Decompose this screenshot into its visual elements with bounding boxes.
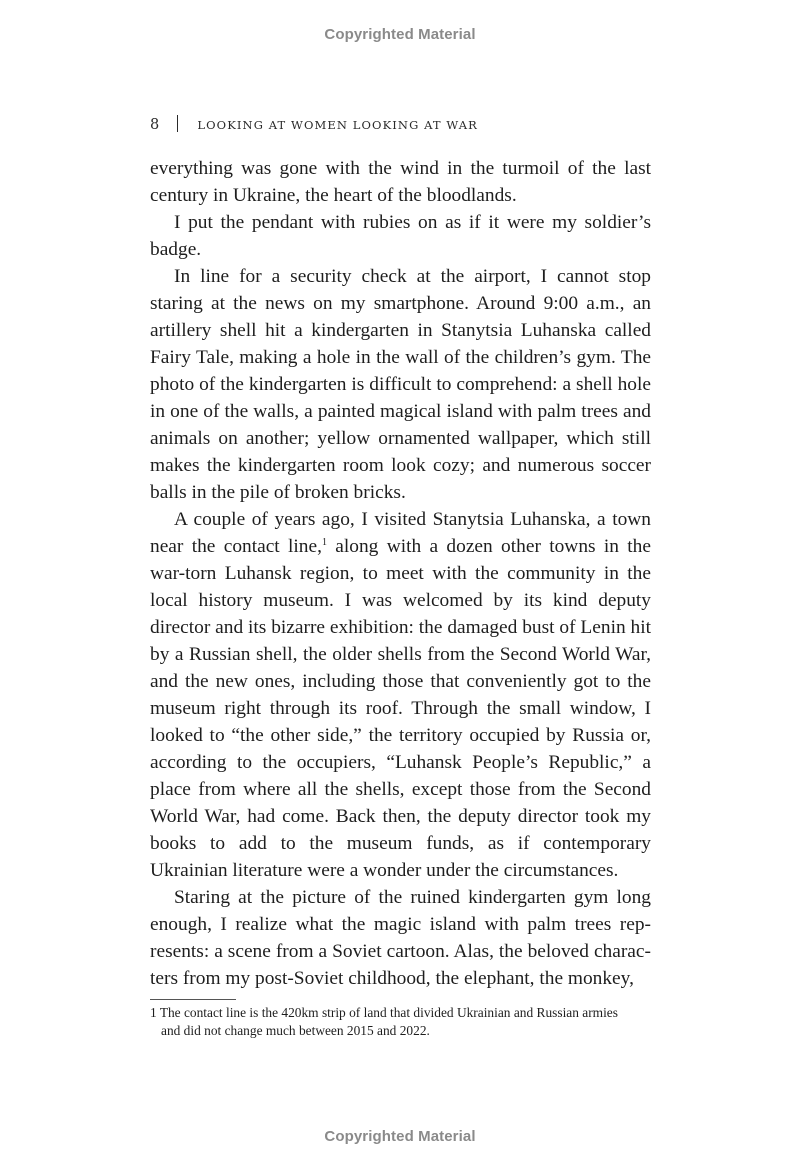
paragraph: [150, 884, 651, 992]
footnote: [150, 1004, 652, 1040]
paragraph: [150, 263, 651, 506]
paragraph-text: In line for a security check at the airport, I cannot stop staring at the news on my smartphone. Around 9:00 a.m., an artillery shell hit a kindergarten in Stanytsia Luhanska called Fairy Tale, making a hole in the wall of the children’s gym. The photo of the kindergarten is difficult to comprehend: a shell hole in one of the walls, a painted magical island with palm trees and animals on another; yellow ornamented wallpaper, which still makes the kindergarten room look cozy; and numerous soccer balls in the pile of broken bricks.: [150, 266, 651, 503]
body-text: [150, 155, 651, 992]
footnote-text: The contact line is the 420km strip of land that divided Ukrainian and Russian armies: [159, 1005, 618, 1020]
book-title: LOOKING AT WOMEN LOOKING AT WAR: [197, 118, 478, 132]
paragraph-text: along with a dozen other towns in the war-torn Luhansk region, to meet with the community in the local history museum. I was welcomed by its kind deputy director and its bizarre exhibition: the damaged bust of Lenin hit by a Russian shell, the older shells from the Second World War, and the new ones, including those that conveniently got to the museum right through its roof. Through the small window, I looked to “the other side,” the territory occupied by Russia or, according to the occupiers, “Luhansk People’s Republic,” a place from where all the shells, except those from the Second World War, had come. Back then, the deputy director took my books to add to the museum funds, as if contemporary Ukrainian literature were a wonder under the circumstances.: [150, 536, 651, 881]
paragraph-text: A couple of years ago, I visited Stanytsia Luhanska, a town near the contact line,: [150, 509, 651, 557]
paragraph-text: I put the pendant with rubies on as if it were my soldier’s badge.: [150, 212, 651, 260]
paragraph: [150, 209, 651, 263]
footnote-number: 1: [150, 1005, 157, 1020]
footnote-text: and did not change much between 2015 and 2022.: [161, 1023, 430, 1038]
footnote-line: [150, 1022, 652, 1040]
footnote-reference[interactable]: 1: [321, 537, 327, 548]
paragraph-text: Staring at the picture of the ruined kindergarten gym long enough, I realize what the magic island with palm trees represents: a scene from a Soviet cartoon. Alas, the beloved characters from my post-Soviet childhood, the elephant, the monkey,: [150, 887, 651, 989]
running-head: [150, 112, 650, 133]
header-divider: [177, 115, 178, 132]
page-number: 8: [150, 117, 160, 133]
copyright-watermark-top: Copyrighted Material: [324, 26, 476, 43]
paragraph-text: everything was gone with the wind in the turmoil of the last century in Ukraine, the heart of the bloodlands.: [150, 158, 651, 206]
copyright-watermark-bottom: Copyrighted Material: [324, 1128, 476, 1145]
paragraph: [150, 506, 651, 884]
footnote-line: [150, 1004, 652, 1022]
paragraph: [150, 155, 651, 209]
footnote-divider: [150, 999, 236, 1000]
